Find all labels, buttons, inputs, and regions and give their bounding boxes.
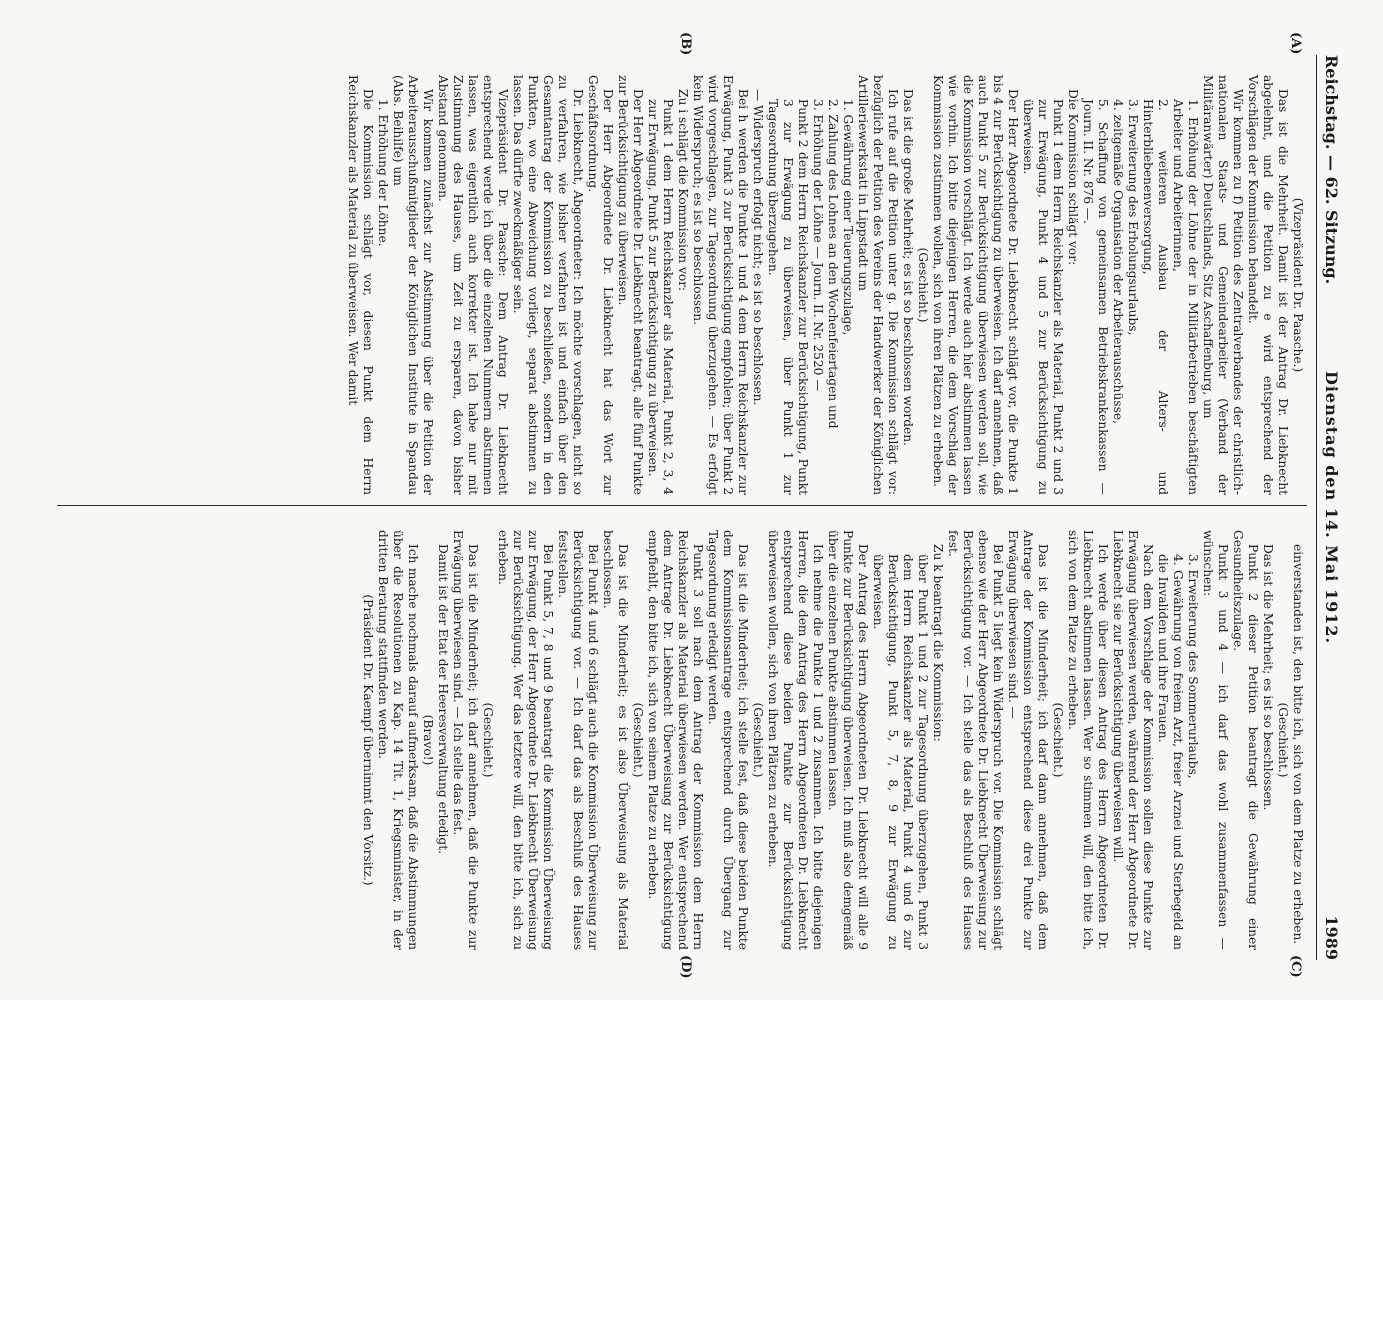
left-text-column: [345, 75, 1305, 495]
paragraph: Wir kommen zu f) Petition des Zentralverbandes der christlich-nationalen Staats- und Gemeindearbeiter (Verband der Militäranwärter) Deutschlands, Sitz Aschaffenburg, um: [1201, 75, 1245, 495]
paragraph: (Geschieht.): [916, 247, 930, 323]
paragraph: (Vizepräsident Dr. Paasche.): [1291, 197, 1305, 373]
paragraph: 2. Zahlung des Lohnes an den Wochenfeiertagen und: [826, 99, 840, 429]
margin-letter-a: (A): [1288, 32, 1303, 55]
paragraph: Punkt 2 dieser Petition beantragt die Gewährung einer Gesundheitszulage.: [1231, 530, 1260, 950]
paragraph: Punkt 2 dem Herrn Reichskanzler zur Berücksichtigung, Punkt 3 zur Erwägung zu überweisen, über Punkt 1 zur Tagesordnung überzugehen.: [766, 99, 810, 495]
paragraph: Dr. Liebknecht, Abgeordneter: Ich möchte vorschlagen, nicht so zu verfahren, wie bisher verfahren ist und einfach über den Gesamtantrag der Kommission zu beschließen, sondern in den Punkten, wo eine Abweichung vorliegt, separat abstimmen zu lassen. Das dürfte zweckmäßiger sein.: [511, 75, 585, 495]
paragraph: Vizepräsident Dr. Paasche: Dem Antrag Dr. Liebknecht entsprechend werde ich über die einzelnen Nummern abstimmen lassen, was eigentlich auch korrekter ist. Ich habe nur mit Zustimmung des Hauses, um Zeit zu ersparen, davon bisher Abstand genommen.: [436, 75, 510, 495]
margin-letter-d: (D): [678, 955, 693, 979]
margin-letter-c: (C): [1288, 955, 1303, 978]
paragraph: Der Herr Abgeordnete Dr. Liebknecht beantragt, alle fünf Punkte zur Berücksichtigung zu überweisen.: [616, 75, 645, 495]
paragraph: Das ist die Minderheit; ich darf annehmen, daß die Punkte zur Erwägung überwiesen sind. — Ich stelle das fest.: [451, 530, 480, 950]
paragraph: Zu k beantragt die Kommission:: [931, 544, 945, 742]
paragraph: Punkt 3 soll nach dem Antrag der Kommission dem Herrn Reichskanzler als Material überwiesen werden. Wer entsprechend dem Antrage Dr. Liebknecht Überweisung zur Berücksichtigung empfiehlt, den bitte ich, sich von seinem Platze zu erheben.: [646, 530, 705, 950]
paragraph: Ich mache nochmals darauf aufmerksam, daß die Abstimmungen über die Resolutionen zu Kap. 14 Tit. 1, Kriegsminister, in der dritten Beratung stattfinden werden.: [376, 530, 420, 950]
paragraph: (Geschieht.): [631, 702, 645, 778]
paragraph: 1. Erhöhung der Löhne.: [376, 99, 390, 247]
paragraph: (Geschieht.): [751, 702, 765, 778]
paragraph: Die Kommission schlägt vor:: [1066, 89, 1080, 266]
paragraph: 1. Erhöhung der Löhne der in Militärbetrieben beschäftigten Arbeiter und Arbeiterinnen,: [1171, 99, 1200, 495]
paragraph: Zu i schlägt die Kommission vor:: [676, 89, 690, 292]
paragraph: einverstanden ist, den bitte ich, sich von dem Platze zu erheben.: [1291, 544, 1305, 945]
paragraph: Ich nehme die Punkte 1 und 2 zusammen. Ich bitte diejenigen Herren, die dem Antrag des Herrn Abgeordneten Dr. Liebknecht entsprechend diese beiden Punkte zur Berücksichtigung überweisen wollen, sich von ihren Plätzen zu erheben.: [766, 530, 825, 950]
paragraph: 5. Schaffung von gemeinsamen Betriebskrankenkassen — Journ. II. Nr. 876 —.: [1081, 99, 1110, 495]
paragraph: Bei Punkt 4 und 6 schlägt auch die Kommission Überweisung zur Berücksichtigung vor. — Ich darf das als Beschluß des Hauses feststellen.: [556, 530, 600, 950]
paragraph: (Geschieht.): [1051, 702, 1065, 778]
page-number: 1989: [1322, 915, 1341, 960]
paragraph: Wir kommen zunächst zur Abstimmung über die Petition der Arbeiterausschußmitglieder der Königlichen Institute in Spandau (Abs. Beihilfe) um: [391, 75, 435, 495]
paragraph: Der Herr Abgeordnete Dr. Liebknecht schlägt vor, die Punkte 1 bis 4 zur Berücksichtigung zu überweisen. Ich darf annehmen, daß auch Punkt 5 zur Berücksichtigung überwiesen werden soll, wie die Kommission vorschlägt. Ich werde auch hier abstimmen lassen wie vorhin. Ich bitte diejenigen Herren, die dem Vorschlag der Kommission zustimmen wollen, sich von ihren Plätzen zu erheben.: [931, 75, 1020, 495]
paragraph: Punkt 1 dem Herrn Reichskanzler als Material, Punkt 2, 3, 4 zur Erwägung, Punkt 5 zur Berücksichtigung zu überweisen.: [646, 99, 675, 495]
paragraph: 2. weiteren Ausbau der Alters- und Hinterbliebenenversorgung,: [1141, 99, 1170, 495]
paragraph: über Punkt 1 und 2 zur Tagesordnung überzugehen, Punkt 3 dem Herrn Reichskanzler als Material, Punkt 4 und 6 zur Berücksichtigung, Punkt 5, 7, 8, 9 zur Erwägung zu überweisen.: [871, 554, 930, 950]
paragraph: Ich werde über diesen Antrag des Herrn Abgeordneten Dr. Liebknecht abstimmen lassen. Wer so stimmen will, den bitte ich, sich von dem Platze zu erheben.: [1066, 530, 1110, 950]
paragraph: 3. Erweiterung des Sommerurlaubs,: [1186, 554, 1200, 779]
paragraph: Punkt 1 dem Herrn Reichskanzler als Material, Punkt 2 und 3 zur Erwägung, Punkt 4 und 5 zur Berücksichtigung zu überweisen.: [1021, 99, 1065, 495]
paragraph: — Widerspruch erfolgt nicht; es ist so beschlossen.: [751, 89, 765, 406]
header-session: Reichstag. — 62. Sitzung.: [1322, 55, 1341, 285]
paragraph: (Bravo!): [421, 714, 435, 766]
paragraph: (Geschieht.): [481, 702, 495, 778]
paragraph: Das ist die Mehrheit. Damit ist der Antrag Dr. Liebknecht abgelehnt, und die Petition zu e wird entsprechend der Vorschlägen der Kommission behandelt.: [1246, 75, 1290, 495]
paragraph: (Geschieht.): [1276, 702, 1290, 778]
paragraph: Der Herr Abgeordnete Dr. Liebknecht hat das Wort zur Geschäftsordnung.: [586, 75, 615, 495]
paragraph: Das ist die Mehrheit; es ist so beschlossen.: [1261, 544, 1275, 811]
paragraph: Das ist die Minderheit; es ist also Überweisung als Material beschlossen.: [601, 530, 630, 950]
paragraph: 4. Gewährung von freiem Arzt, freier Arznei und Sterbegeld an die Invaliden und ihre Frauen.: [1156, 554, 1185, 950]
column-divider: [57, 505, 1307, 506]
paragraph: Das ist die Minderheit; ich darf dann annehmen, daß dem Antrage der Kommission entsprechend diese drei Punkte zur Erwägung überwiesen sind. —: [1006, 530, 1050, 950]
page-header: [1316, 55, 1343, 960]
paragraph: Ich rufe auf die Petition unter g. Die Kommission schlägt vor: bezüglich der Petition des Vereins der Handwerker der Königlichen Artilleriewerkstatt in Lippstadt um: [856, 75, 900, 495]
paragraph: 4. zeitgemäße Organisation der Arbeiterausschüsse,: [1111, 99, 1125, 424]
paragraph: 1. Gewährung einer Teuerungszulage,: [841, 99, 855, 336]
paragraph: Damit ist der Etat der Heeresverwaltung erledigt.: [436, 544, 450, 855]
paragraph: Bei Punkt 5 liegt kein Widerspruch vor. Die Kommission schlägt ebenso wie der Herr Abgeordnete Dr. Liebknecht Überweisung zur Berücksichtigung vor. — Ich stelle das als Beschluß des Hauses fest.: [946, 530, 1005, 950]
paragraph: Bei Punkt 5, 7, 8 und 9 beantragt die Kommission Überweisung zur Erwägung, der Herr Abgeordnete Dr. Liebknecht Überweisung zur Berücksichtigung. Wer das letztere will, den bitte ich, sich zu erheben.: [496, 530, 555, 950]
paragraph: 3. Erweiterung des Erholungsurlaubs,: [1126, 99, 1140, 336]
paragraph: Das ist die große Mehrheit; es ist so beschlossen worden.: [901, 89, 915, 446]
paragraph: Punkt 3 und 4 — ich darf das wohl zusammenfassen — wünschen:: [1201, 530, 1230, 950]
right-text-column: [360, 530, 1305, 950]
paragraph: Bei h werden die Punkte 1 und 4 dem Herrn Reichskanzler zur Erwägung, Punkt 3 zur Berücksichtigung empfohlen; über Punkt 2 wird vorgeschlagen, zur Tagesordnung überzugehen. — Es erfolgt kein Widerspruch; es ist so beschlossen.: [691, 75, 750, 495]
paragraph: Die Kommission schlägt vor, diesen Punkt dem Herrn Reichskanzler als Material zu überweisen. Wer damit: [346, 75, 375, 495]
paragraph: 3. Erhöhung der Löhne — Journ. II. Nr. 2520 —: [811, 99, 825, 392]
paragraph: Das ist die Minderheit; ich stelle fest, daß diese beiden Punkte dem Kommissionsantrage entsprechend durch Übergang zur Tagesordnung erledigt werden.: [706, 530, 750, 950]
margin-letter-b: (B): [678, 32, 693, 56]
header-date: Dienstag den 14. Mai 1912.: [1322, 370, 1341, 645]
paragraph: (Präsident Dr. Kaempf übernimmt den Vorsitz.): [361, 594, 375, 886]
paragraph: Nach dem Vorschlage der Kommission sollen diese Punkte zur Erwägung überwiesen werden, während der Herr Abgeordnete Dr. Liebknecht sie zur Berücksichtigung überweisen will.: [1111, 530, 1155, 950]
paragraph: Der Antrag des Herrn Abgeordneten Dr. Liebknecht will alle 9 Punkte zur Berücksichtigung überweisen. Ich muß also demgemäß über die einzelnen Punkte abstimmen lassen.: [826, 530, 870, 950]
